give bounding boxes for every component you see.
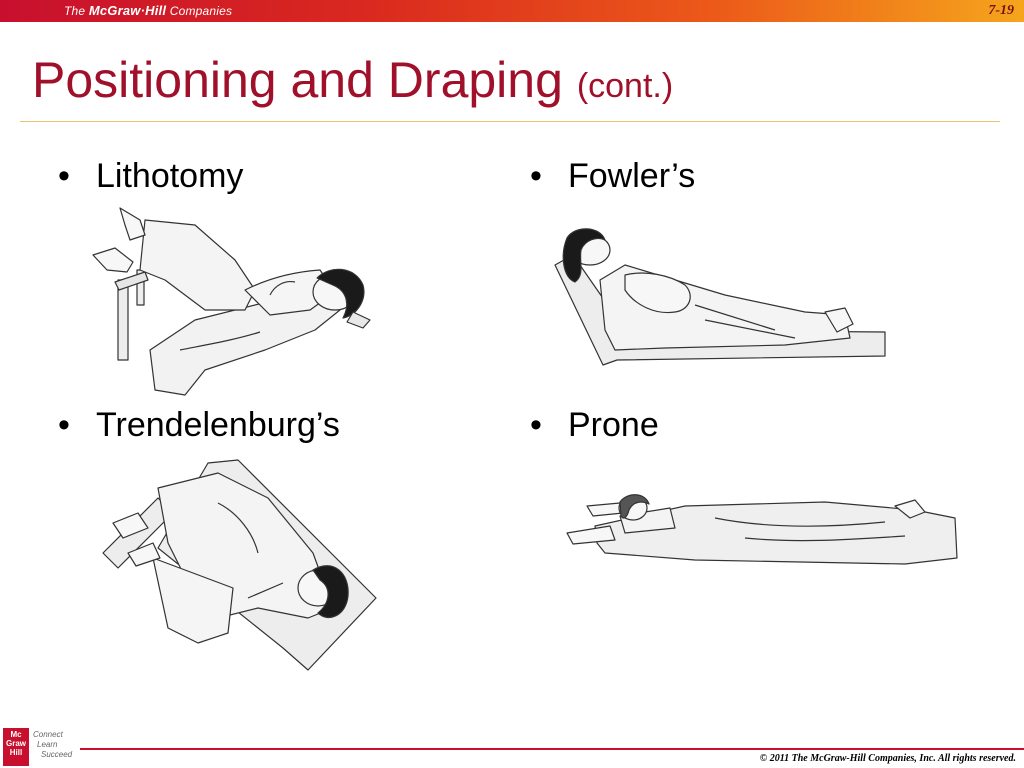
tagline-line: Connect bbox=[33, 730, 63, 739]
bullet-trendelenburg bbox=[58, 405, 340, 445]
bullet-label: Prone bbox=[568, 406, 659, 444]
logo-line: Graw bbox=[5, 739, 26, 748]
bullet-label: Trendelenburg’s bbox=[96, 406, 340, 444]
footer-divider bbox=[80, 748, 1024, 750]
bullet-dot: • bbox=[530, 406, 542, 444]
trendelenburg-position-illustration bbox=[98, 458, 378, 673]
brand-prefix: The bbox=[64, 4, 86, 18]
brand-name: McGraw·Hill bbox=[88, 3, 167, 18]
logo-line: Hill bbox=[9, 748, 23, 757]
bullet-dot: • bbox=[58, 406, 70, 444]
lithotomy-position-illustration bbox=[85, 200, 375, 400]
fowlers-position-illustration bbox=[545, 220, 890, 370]
mcgraw-hill-logo bbox=[3, 728, 29, 766]
logo-tagline bbox=[33, 730, 83, 760]
bullet-prone bbox=[530, 405, 659, 445]
bullet-label: Fowler’s bbox=[568, 157, 696, 195]
brand-suffix: Companies bbox=[169, 4, 233, 18]
bullet-label: Lithotomy bbox=[96, 157, 244, 195]
bullet-dot: • bbox=[58, 157, 70, 195]
slide-title-suffix: (cont.) bbox=[576, 67, 674, 105]
tagline-line: Succeed bbox=[41, 750, 73, 759]
bullet-fowlers bbox=[530, 156, 695, 196]
slide-title bbox=[32, 50, 673, 116]
copyright-notice: © 2011 The McGraw-Hill Companies, Inc. All rights reserved. bbox=[759, 753, 1016, 764]
brand-wordmark bbox=[64, 3, 232, 18]
slide-number: 7-19 bbox=[988, 3, 1014, 18]
prone-position-illustration bbox=[565, 488, 960, 568]
logo-line: Mc bbox=[10, 730, 22, 739]
bullet-lithotomy bbox=[58, 156, 243, 196]
bullet-dot: • bbox=[530, 157, 542, 195]
slide-title-main: Positioning and Draping bbox=[32, 52, 563, 108]
title-divider bbox=[20, 121, 1000, 122]
brand-header-bar bbox=[0, 0, 1024, 22]
tagline-line: Learn bbox=[37, 740, 58, 749]
